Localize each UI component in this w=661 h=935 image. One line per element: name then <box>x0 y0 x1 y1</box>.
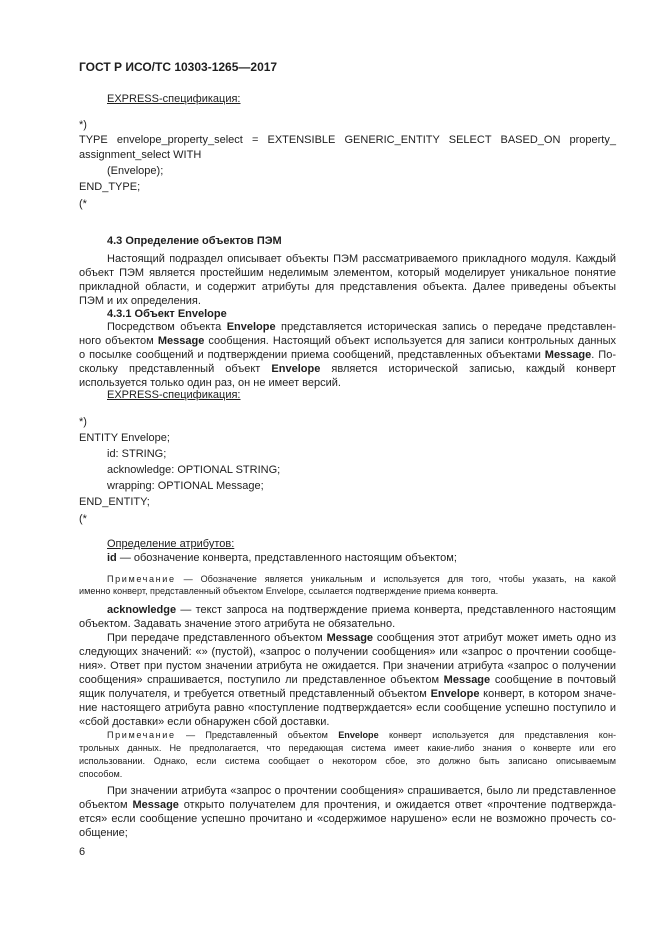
note-1: именно конверт, представленный объектом Envelope, ссылается подтверждение приема конверта. <box>79 586 499 596</box>
section-heading-4-3-1: 4.3.1 Объект Envelope <box>107 308 227 320</box>
type-declaration: TYPE envelope_property_select = EXTENSIBLE GENERIC_ENTITY SELECT BASED_ON property_ <box>79 134 616 146</box>
read-request-paragraph: объектом Message открыто получателем для прочтения, и ожидается ответ «прочтение подтвержда- <box>79 799 616 811</box>
note-1: Примечание — Обозначение является уникальным и используется для того, чтобы указать, на какой <box>107 574 616 584</box>
end-entity: END_ENTITY; <box>79 496 150 508</box>
acknowledge-paragraph: ния». Ответ при пустом значении атрибута не ожидается. При значении атрибута «запрос о получении <box>79 660 616 672</box>
page-number: 6 <box>79 846 86 858</box>
acknowledge-paragraph: ящик получателя, и требуется ответный представленный объектом Envelope конверт, в котором значе- <box>79 688 616 700</box>
acknowledge-paragraph: следующих значений: «» (пустой), «запрос о получении сообщения» или «запрос о прочтении сообще- <box>79 646 616 658</box>
express-open: *) <box>79 119 87 131</box>
express-close: (* <box>79 198 87 210</box>
read-request-paragraph: общение; <box>79 827 128 839</box>
section-4-3-text: Настоящий подраздел описывает объекты ПЭМ рассматриваемого прикладного модуля. Каждый <box>107 253 616 265</box>
attr-acknowledge-definition: acknowledge — текст запроса на подтверждение приема конверта, представленного настоящим <box>107 604 616 616</box>
acknowledge-paragraph: «сбой доставки» если обнаружен сбой доставки. <box>79 716 330 728</box>
acknowledge-paragraph: ние настоящего атрибута равно «поступление подтверждается» если сообщение успешно поступило и <box>79 702 616 714</box>
section-4-3-1-text: используется только один раз, он не имеет версий. <box>79 377 341 389</box>
read-request-paragraph: ется» если сообщение успешно прочитано и «содержимое нарушено» если не возможно прочесть со- <box>79 813 616 825</box>
read-request-paragraph: При значении атрибута «запрос о прочтении сообщения» спрашивается, было ли представленное <box>107 785 616 797</box>
note-2: Примечание — Представленный объектом Envelope конверт используется для представления кон- <box>107 730 616 740</box>
entity-attr-wrapping: wrapping: OPTIONAL Message; <box>107 480 264 492</box>
acknowledge-paragraph: сообщения» спрашивается, поступило ли представленное объектом Message сообщение в почтовый <box>79 674 617 686</box>
express-spec-label: EXPRESS-спецификация: <box>107 389 241 401</box>
entity-attr-id: id: STRING; <box>107 448 167 460</box>
note-2: способом. <box>79 769 123 779</box>
note-2: использовании. Однако, если система сообщает о некотором сбое, это должно быть записано описываемым <box>79 756 616 766</box>
type-envelope: (Envelope); <box>107 165 164 177</box>
note-2: трольных данных. Не предполагается, что передающая система имеет какие-либо знания о конверте или его <box>79 743 616 753</box>
section-heading-4-3: 4.3 Определение объектов ПЭМ <box>107 235 282 247</box>
section-4-3-1-text: Посредством объекта Envelope представляется историческая запись о передаче представлен- <box>107 321 616 333</box>
end-type: END_TYPE; <box>79 181 141 193</box>
type-declaration-cont: assignment_select WITH <box>79 149 202 161</box>
section-4-3-1-text: о посылке сообщений и подтверждении приема сообщений, представленных объектами Message. По- <box>79 349 616 361</box>
express-spec-label: EXPRESS-спецификация: <box>107 93 241 105</box>
section-4-3-text: ПЭМ и их определения. <box>79 295 201 307</box>
attr-id-definition: id — обозначение конверта, представленного настоящим объектом; <box>107 552 457 564</box>
section-4-3-1-text: скольку представленный объект Envelope является исторической записью, каждый конверт <box>79 363 616 375</box>
attr-acknowledge-definition: объектом. Задавать значение этого атрибута не обязательно. <box>79 618 396 630</box>
section-4-3-1-text: ного объектом Message сообщения. Настоящий объект используется для записи контрольных данных <box>79 335 616 347</box>
section-4-3-text: прикладной области, и содержит атрибуты для представления объекта. Далее приведены объекты <box>79 281 616 293</box>
attributes-label: Определение атрибутов: <box>107 538 235 550</box>
express-open: *) <box>79 416 87 428</box>
document-header: ГОСТ Р ИСО/ТС 10303-1265—2017 <box>79 60 278 74</box>
acknowledge-paragraph: При передаче представленного объектом Message сообщения этот атрибут может иметь одно из <box>107 632 616 644</box>
section-4-3-text: объект ПЭМ является простейшим неделимым элементом, который моделирует уникальное понятие <box>79 267 616 279</box>
entity-attr-acknowledge: acknowledge: OPTIONAL STRING; <box>107 464 281 476</box>
express-close: (* <box>79 513 87 525</box>
entity-declaration: ENTITY Envelope; <box>79 432 170 444</box>
